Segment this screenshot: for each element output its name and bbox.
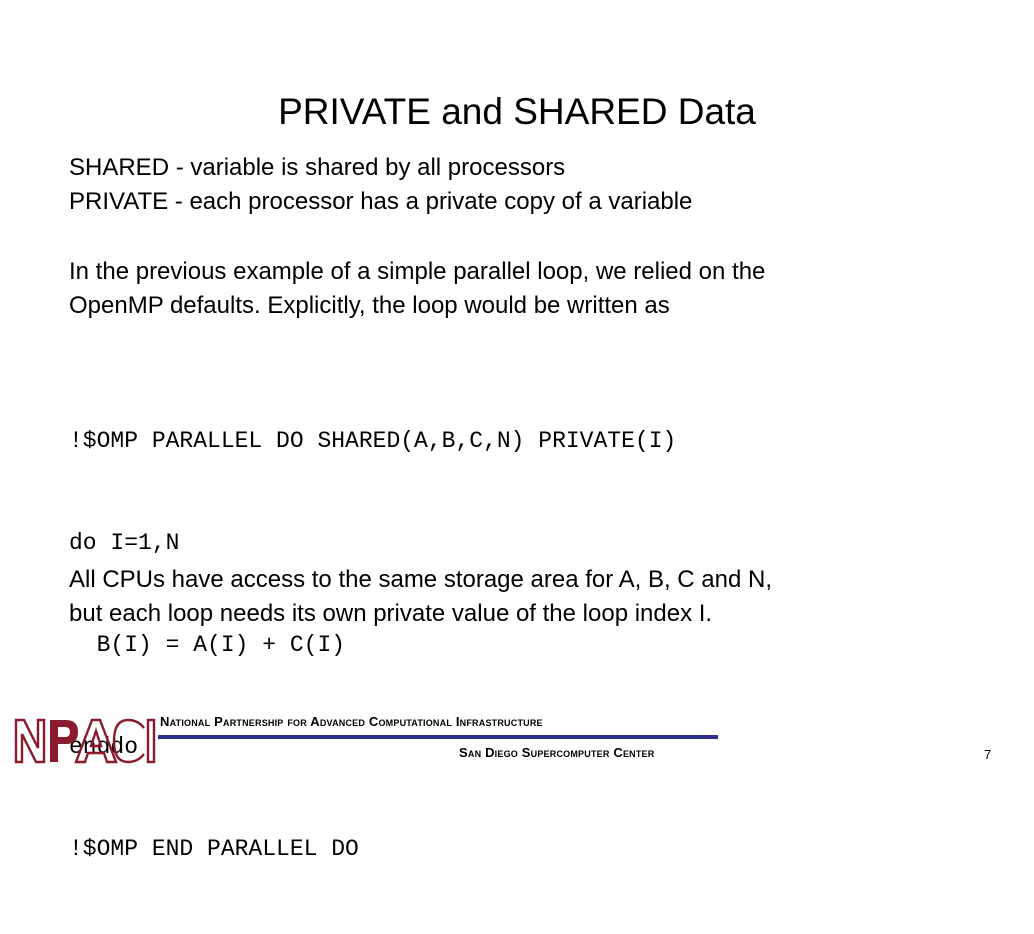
intro-line: OpenMP defaults. Explicitly, the loop would be written as — [69, 292, 670, 319]
code-line: !$OMP PARALLEL DO SHARED(A,B,C,N) PRIVATE(I) — [69, 428, 677, 454]
slide-title: PRIVATE and SHARED Data — [278, 91, 756, 132]
footer-divider — [158, 735, 718, 739]
partnership-name: National Partnership for Advanced Computational Infrastructure — [160, 714, 543, 729]
code-line: enddo — [69, 734, 139, 760]
code-line: do I=1,N — [69, 530, 180, 556]
center-name: San Diego Supercomputer Center — [459, 745, 655, 760]
conclusion-line: but each loop needs its own private value of the loop index I. — [69, 600, 713, 627]
definitions-block — [69, 151, 949, 219]
conclusion-paragraph — [69, 563, 949, 631]
npaci-logo — [14, 714, 158, 766]
conclusion-line: All CPUs have access to the same storage area for A, B, C and N, — [69, 566, 772, 593]
definition-private: PRIVATE - each processor has a private copy of a variable — [69, 188, 693, 215]
code-block — [69, 356, 676, 934]
intro-line: In the previous example of a simple parallel loop, we relied on the — [69, 258, 766, 285]
intro-paragraph — [69, 255, 949, 323]
code-line: !$OMP END PARALLEL DO — [69, 836, 359, 862]
definition-shared: SHARED - variable is shared by all processors — [69, 154, 566, 181]
page-number: 7 — [984, 747, 992, 762]
code-line: B(I) = A(I) + C(I) — [69, 632, 346, 658]
